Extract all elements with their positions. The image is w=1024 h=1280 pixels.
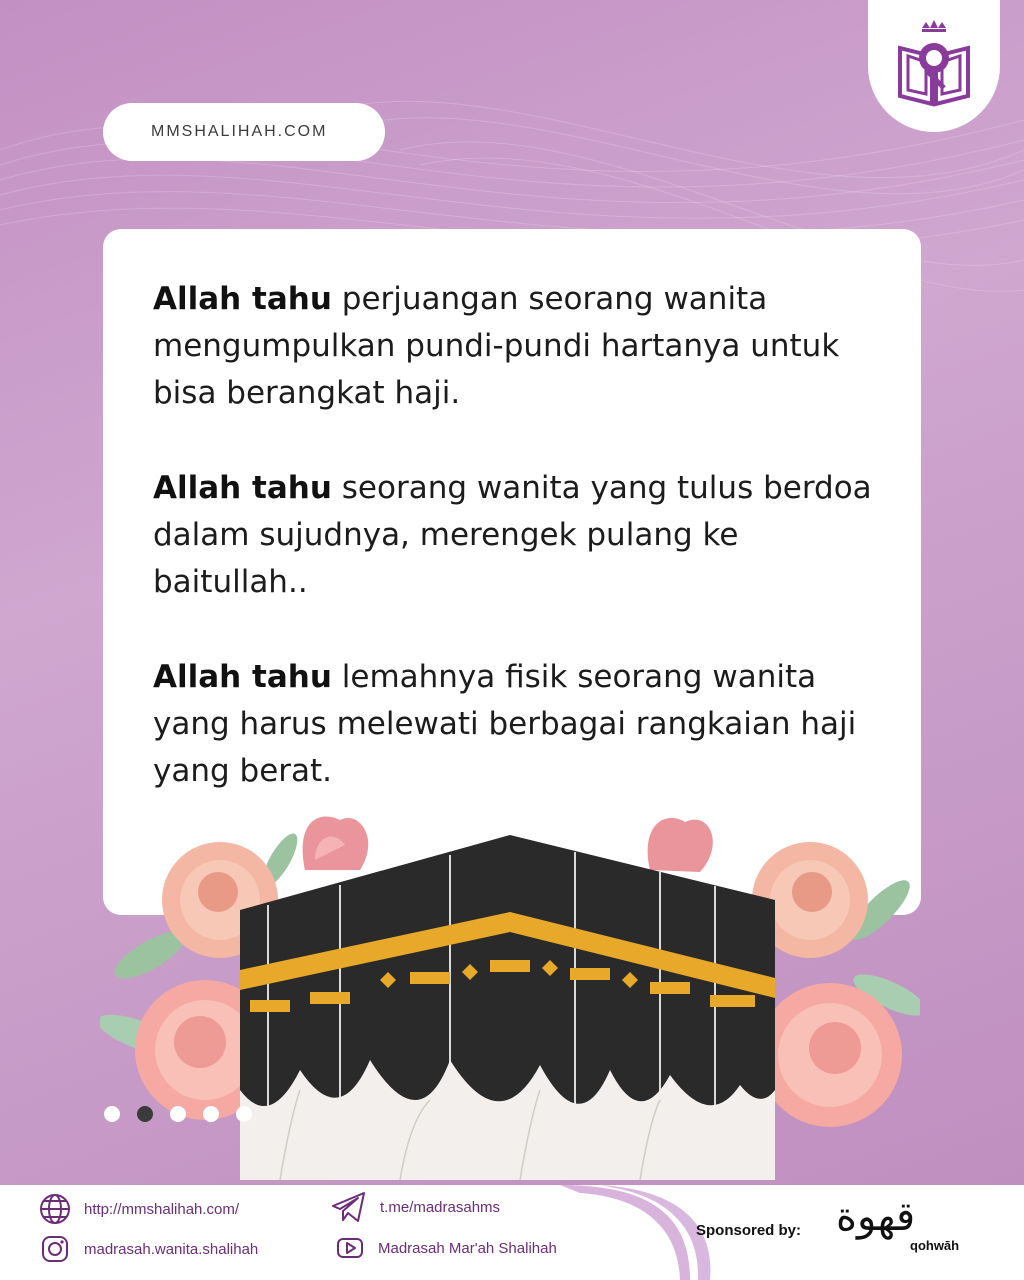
paragraph-1-text: perjuangan seorang wanita mengumpulkan pundi-pundi hartanya untuk bisa berangkat haji. (153, 281, 840, 411)
site-url-label: MMSHALIHAH.COM (151, 123, 328, 140)
youtube-channel[interactable]: Madrasah Mar'ah Shalihah (378, 1239, 557, 1257)
carousel-dot[interactable] (170, 1106, 186, 1122)
paragraph-1 (153, 276, 893, 417)
paragraph-2-text: seorang wanita yang tulus berdoa dalam sujudnya, merengek pulang ke baitullah.. (153, 470, 872, 600)
sponsor-logo-name: qohwāh (910, 1238, 960, 1253)
paragraph-2 (153, 465, 893, 606)
youtube-icon (334, 1232, 366, 1264)
footer-youtube[interactable] (334, 1232, 557, 1264)
telegram-icon (330, 1190, 368, 1224)
sponsor-logo-arabic: قهوة (836, 1194, 916, 1240)
carousel-dot[interactable] (203, 1106, 219, 1122)
paragraph-1-emphasis: Allah tahu (153, 281, 332, 317)
paragraph-3-text: lemahnya fisik seorang wanita yang harus melewati berbagai rangkaian haji yang berat. (153, 659, 857, 789)
crown-book-logo-icon (886, 18, 982, 114)
kaaba (240, 835, 775, 1180)
kaaba-flowers-illustration (100, 800, 920, 1185)
instagram-handle[interactable]: madrasah.wanita.shalihah (84, 1240, 259, 1258)
sponsor-label: Sponsored by: (696, 1222, 802, 1239)
paragraph-3-emphasis: Allah tahu (153, 659, 332, 695)
instagram-icon (38, 1232, 72, 1266)
globe-icon (38, 1192, 72, 1226)
footer-telegram[interactable] (330, 1190, 500, 1224)
website-link[interactable]: http://mmshalihah.com/ (84, 1200, 240, 1218)
footer-website[interactable] (38, 1192, 239, 1226)
site-url-pill[interactable] (103, 103, 385, 161)
sponsor-logo[interactable] (836, 1194, 986, 1264)
carousel-dot-active[interactable] (137, 1106, 153, 1122)
carousel-dot[interactable] (236, 1106, 252, 1122)
paragraph-3 (153, 654, 893, 795)
brand-logo[interactable] (868, 0, 1000, 132)
footer-instagram[interactable] (38, 1232, 258, 1266)
telegram-link[interactable]: t.me/madrasahms (380, 1198, 501, 1216)
carousel-dot[interactable] (104, 1106, 120, 1122)
carousel-dots (104, 1106, 252, 1122)
paragraph-2-emphasis: Allah tahu (153, 470, 332, 506)
